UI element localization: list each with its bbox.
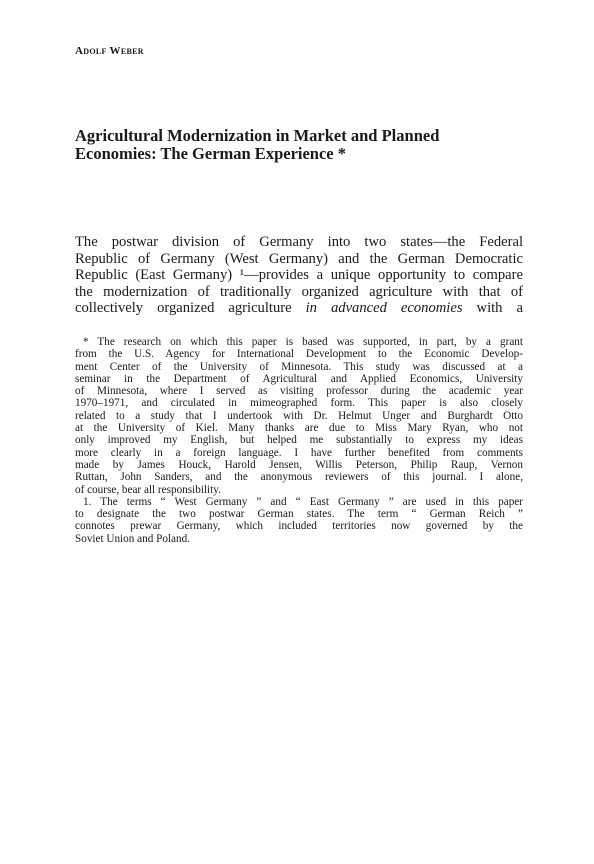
article-title [75,127,535,163]
body-line: Republic of Germany (West Germany) and the German Democratic [75,250,523,267]
footnote-line: 1970–1971, and circulated in mimeographed form. This paper is also closely [75,397,523,410]
body-line: the modernization of traditionally organized agriculture with that of [75,283,523,300]
body-line: Republic (East Germany) ¹—provides a unique opportunity to compare [75,267,523,284]
footnote-star [75,336,523,496]
footnote-line: from the U.S. Agency for International Development to the Economic Develop- [75,348,523,361]
body-paragraph [75,234,523,317]
footnote-line: 1. The terms “ West Germany ” and “ East Germany ” are used in this paper [83,495,523,508]
body-line-last [75,300,523,317]
footnote-line: Ruttan, John Sanders, and the anonymous reviewers of this journal. I alone, [75,471,523,484]
footnote-line: made by James Houck, Harold Jensen, Willis Peterson, Philip Raup, Vernon [75,458,523,471]
footnote-line: at the University of Kiel. Many thanks are due to Miss Mary Ryan, who not [75,422,523,435]
footnote-line: to designate the two postwar German states. The term “ German Reich ” [75,508,523,521]
body-line: The postwar division of Germany into two states—the Federal [75,234,523,250]
footnote-1 [75,496,523,545]
footnote-line: seminar in the Department of Agricultural and Applied Economics, University [75,372,523,385]
footnote-line: ment Center of the University of Minnesota. This study was discussed at a [75,360,523,373]
footnote-line: * The research on which this paper is based was supported, in part, by a grant [83,336,523,348]
body-text-run: collectively organized agriculture [75,300,306,317]
footnote-line: more clearly in a foreign language. I have further benefited from comments [75,446,523,459]
footnote-line: of course, bear all responsibility. [75,483,221,496]
footnote-line: of Minnesota, where I served as visiting professor during the academic year [75,385,523,398]
footnote-line: Soviet Union and Poland. [75,532,190,545]
footnote-line: connotes prewar Germany, which included territories now governed by the [75,520,523,533]
running-header-author: Adolf Weber [75,45,144,57]
title-line-1: Agricultural Modernization in Market and Planned [75,126,440,145]
footnote-line: only improved my English, but helped me substantially to express my ideas [75,434,523,447]
body-text-run: with a [462,300,523,317]
body-italic-run: in advanced economies [305,300,463,317]
title-line-2: Economies: The German Experience * [75,144,346,163]
footnote-line: related to a study that I undertook with Dr. Helmut Unger and Burghardt Otto [75,409,523,422]
footnotes [75,336,523,545]
